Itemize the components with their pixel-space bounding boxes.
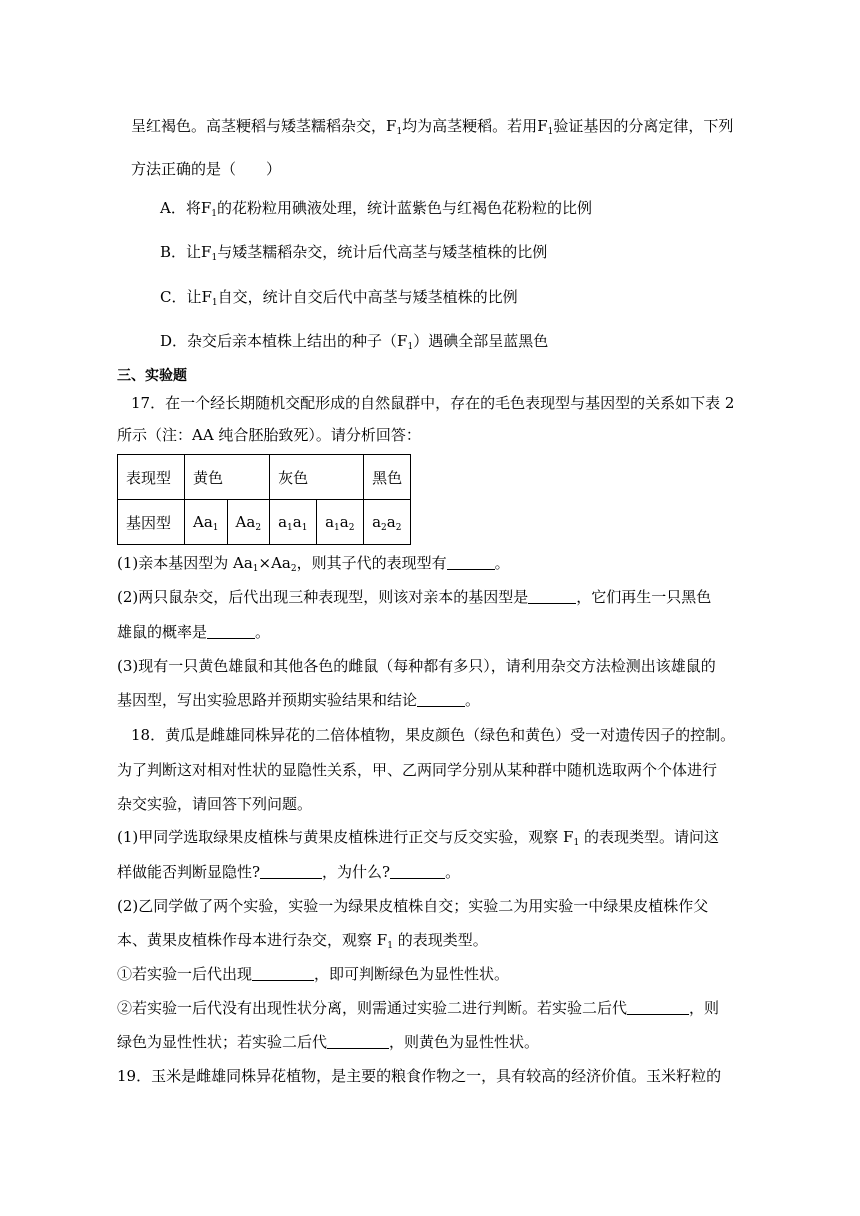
q18-line-1: 18．黄瓜是雌雄同株异花的二倍体植物，果皮颜色（绿色和黄色）受一对遗传因子的控制。	[131, 726, 736, 744]
q18-case-2-line-1: ②若实验一后代没有出现性状分离，则需通过实验二进行判断。若实验二后代 ，则	[117, 999, 720, 1017]
q17-part-2-line-2: 雄鼠的概率是 。	[117, 623, 271, 641]
table-row	[118, 455, 411, 500]
table-cell-a2a2: $a_2a_2$	[364, 500, 411, 545]
q17-part-1: (1)亲本基因型为 $Aa_1\times Aa_2$，则其子代的表现型有 。	[117, 554, 510, 574]
q19-line-1: 19．玉米是雌雄同株异花植物，是主要的粮食作物之一，具有较高的经济价值。玉米籽粒的	[117, 1067, 722, 1085]
table-cell-black: 黑色	[364, 455, 411, 500]
table-cell-Aa2: $Aa_2$	[227, 500, 270, 545]
q17-part-2-line-1: (2)两只鼠杂交，后代出现三种表现型，则该对亲本的基因型是 ，它们再生一只黑色	[117, 588, 712, 606]
q18-line-2: 为了判断这对相对性状的显隐性关系，甲、乙两同学分别从某种群中随机选取两个个体进行	[117, 761, 718, 779]
q17-part-3-line-2: 基因型，写出实验思路并预期实验结果和结论 。	[117, 691, 481, 709]
table-cell-yellow: 黄色	[185, 455, 270, 500]
table-header-genotype: 基因型	[118, 500, 185, 545]
answer-blank[interactable]	[627, 1000, 689, 1015]
q18-line-3: 杂交实验，请回答下列问题。	[117, 795, 313, 813]
table-row	[118, 500, 411, 545]
table-cell-a1a1: $a_1a_1$	[270, 500, 317, 545]
answer-blank[interactable]	[447, 555, 495, 570]
q17-line-2: 所示（注：AA 纯合胚胎致死）。请分析回答：	[117, 426, 421, 444]
q17-line-1: 17．在一个经长期随机交配形成的自然鼠群中，存在的毛色表现型与基因型的关系如下表 2	[131, 394, 735, 412]
q16-option-b[interactable]: B．让$F_1$与矮茎糯稻杂交，统计后代高茎与矮茎植株的比例	[160, 243, 548, 263]
answer-blank[interactable]	[260, 864, 322, 879]
section-heading: 三、实验题	[117, 368, 187, 384]
q16-option-c[interactable]: C．让$F_1$自交，统计自交后代中高茎与矮茎植株的比例	[160, 288, 518, 308]
q16-option-d[interactable]: D．杂交后亲本植株上结出的种子$(F_1)$遇碘全部呈蓝黑色	[160, 332, 549, 352]
answer-blank[interactable]	[252, 966, 314, 981]
q18-part-1-line-2: 样做能否判断显隐性? ，为什么? 。	[117, 863, 461, 881]
q16-line-2: 方法正确的是（ ）	[131, 160, 282, 178]
q18-case-1: ①若实验一后代出现 ，即可判断绿色为显性性状。	[117, 965, 510, 983]
answer-blank[interactable]	[390, 864, 445, 879]
table-cell-gray: 灰色	[270, 455, 364, 500]
q18-part-2-line-2: 本、黄果皮植株作母本进行杂交，观察 $F_1$ 的表现类型。	[117, 931, 488, 951]
q16-line-1: 呈红褐色。高茎粳稻与矮茎糯稻杂交，$F_1$均为高茎粳稻。若用$F_1$验证基因的分离定律，下列	[131, 117, 734, 137]
answer-blank[interactable]	[417, 692, 465, 707]
table-cell-Aa1: $Aa_1$	[185, 500, 228, 545]
table-cell-a1a2: $a_1a_2$	[317, 500, 364, 545]
q18-part-2-line-1: (2)乙同学做了两个实验，实验一为绿果皮植株自交；实验二为用实验一中绿果皮植株作父	[117, 897, 709, 915]
table-header-phenotype: 表现型	[118, 455, 185, 500]
genotype-table	[117, 454, 411, 545]
q16-option-a[interactable]: A．将$F_1$的花粉粒用碘液处理，统计蓝紫色与红褐色花粉粒的比例	[160, 199, 593, 219]
q18-case-2-line-2: 绿色为显性性状；若实验二后代 ，则黄色为显性性状。	[117, 1033, 540, 1051]
answer-blank[interactable]	[528, 589, 576, 604]
answer-blank[interactable]	[327, 1034, 389, 1049]
q17-part-3-line-1: (3)现有一只黄色雄鼠和其他各色的雌鼠（每种都有多只），请利用杂交方法检测出该雄鼠的	[117, 657, 716, 675]
q18-part-1-line-1: (1)甲同学选取绿果皮植株与黄果皮植株进行正交与反交实验，观察 $F_1$ 的表现类型。请问这	[117, 828, 719, 848]
answer-blank[interactable]	[207, 624, 255, 639]
